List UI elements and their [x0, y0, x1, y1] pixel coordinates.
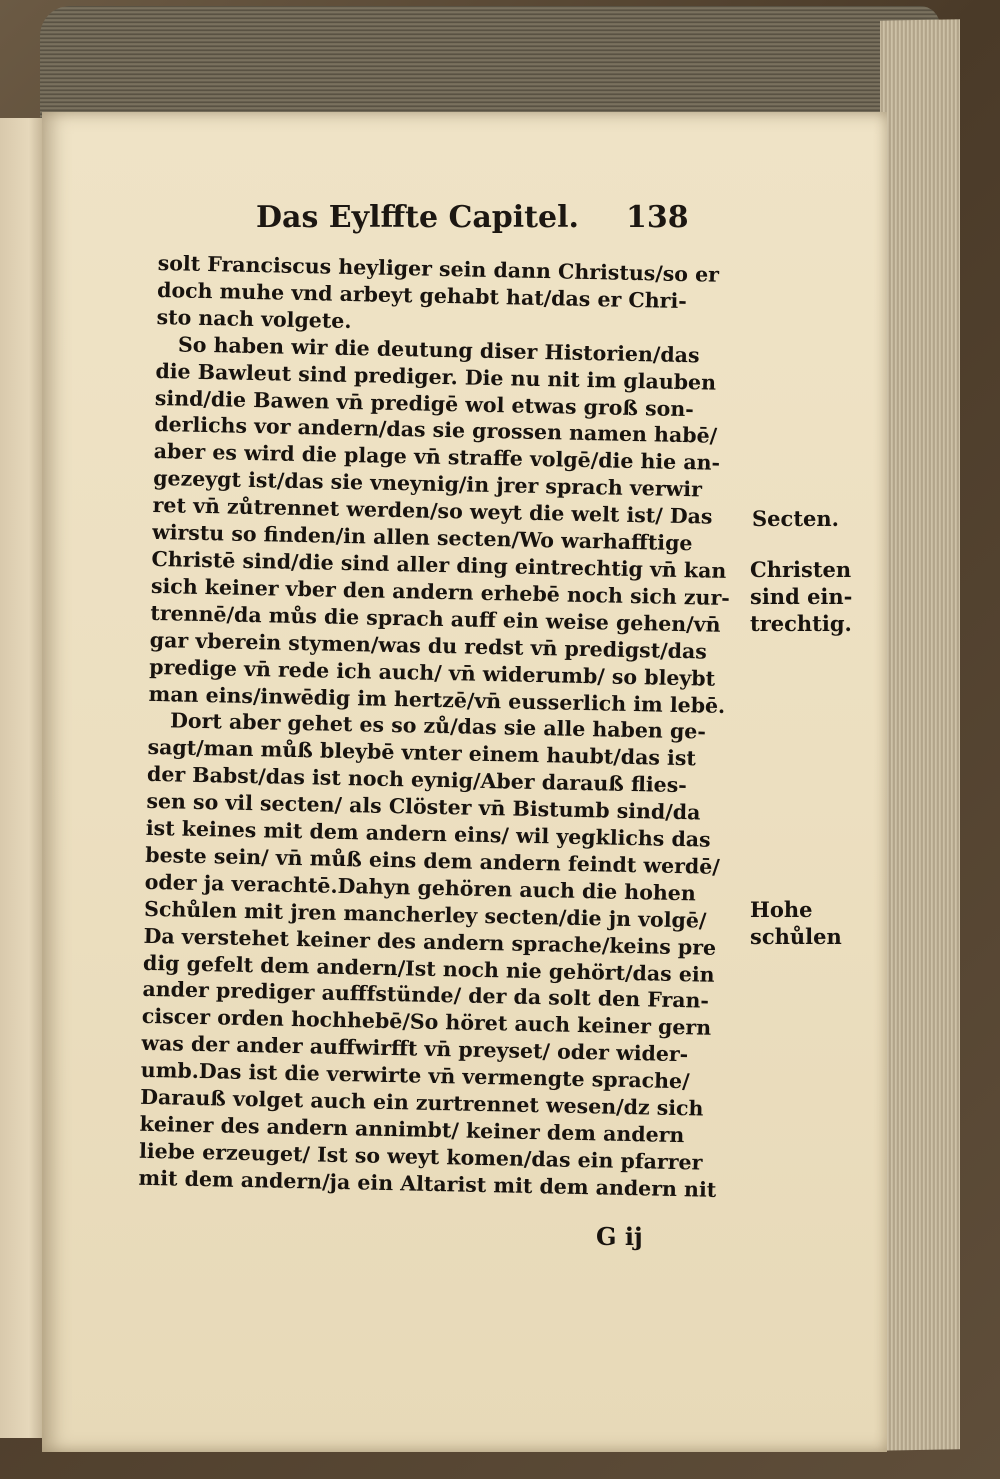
text-line: sen so vil secten/ als Clöster vn̄ Bistumb sind/da	[146, 789, 701, 825]
text-line: der Babst/das ist noch eynig/Aber darauß flies-	[146, 762, 688, 798]
text-line: wirstu so finden/in allen secten/Wo warhafftige	[151, 520, 693, 556]
text-line: sagt/man můß bleybē vnter einem haubt/das ist	[147, 735, 697, 771]
text-line: ret vn̄ zůtrennet werden/so weyt die welt ist/ Das	[152, 493, 713, 529]
margin-note-line: Christen	[750, 557, 852, 582]
text-line: Dort aber gehet es so zů/das sie alle haben ge-	[169, 708, 707, 744]
text-line: dig gefelt dem andern/Ist noch nie gehört/das ein	[142, 950, 715, 987]
margin-note-christen	[750, 556, 852, 637]
signature-mark: G ij	[596, 1222, 643, 1251]
text-line: man eins/inwēdig im hertzē/vn̄ eusserlich im lebē.	[148, 681, 726, 718]
text-line: So haben wir die deutung diser Historien/das	[177, 332, 700, 368]
text-line: gezeygt ist/das sie vneynig/in jrer sprach verwir	[152, 466, 703, 502]
text-line: Schůlen mit jren mancherley secten/die jn volgē/	[143, 896, 707, 933]
text-line: Darauß volget auch ein zurtrennet wesen/dz sich	[140, 1084, 704, 1121]
book-top-edge	[40, 6, 940, 126]
text-line: keiner des andern annimbt/ keiner dem andern	[139, 1111, 685, 1148]
margin-note-secten: Secten.	[752, 506, 839, 531]
text-line: doch muhe vnd arbeyt gehabt hat/das er Chri-	[156, 277, 688, 313]
text-line: trennē/da můs die sprach auff ein weise gehen/vn̄	[150, 600, 721, 637]
text-line: Christē sind/die sind aller ding eintrechtig vn̄ kan	[151, 546, 727, 583]
text-line: solt Franciscus heyliger sein dann Christus/so er	[157, 250, 720, 287]
text-line: ciscer orden hochhebē/So höret auch keiner gern	[141, 1004, 712, 1041]
text-line: derlichs vor andern/das sie grossen namen habē/	[154, 412, 718, 449]
text-line: aber es wird die plage vn̄ straffe volgē/die hie an-	[153, 439, 721, 476]
text-line: sto nach volgete.	[156, 304, 352, 333]
text-line: die Bawleut sind prediger. Die nu nit im glauben	[155, 358, 717, 395]
margin-note-hohe-schulen	[750, 896, 842, 950]
text-line: mit dem andern/ja ein Altarist mit dem andern nit	[138, 1165, 717, 1202]
margin-note-line: Hohe	[750, 897, 813, 922]
running-header	[256, 200, 716, 250]
book-fore-edge	[880, 19, 960, 1450]
text-line: Da verstehet keiner des andern sprache/keins pre	[143, 923, 717, 960]
text-line: beste sein/ vn̄ můß eins dem andern feindt werdē/	[145, 842, 721, 879]
margin-note-line: trechtig.	[750, 611, 852, 636]
text-line: gar vberein stymen/was du redst vn̄ predigst/das	[149, 627, 708, 664]
text-line: was der ander auffwirfft vn̄ preyset/ oder wider-	[141, 1031, 689, 1067]
margin-note-line: sind ein-	[750, 584, 853, 609]
folio-number: 138	[626, 200, 689, 235]
text-line: umb.Das ist die verwirte vn̄ vermengte sprache/	[140, 1058, 690, 1094]
text-line: predige vn̄ rede ich auch/ vn̄ widerumb/ so bleybt	[149, 654, 716, 691]
text-line: liebe erzeuget/ Ist so weyt komen/das ein pfarrer	[138, 1138, 703, 1175]
chapter-title: Das Eylffte Capitel.	[256, 200, 579, 235]
text-line: oder ja verachtē.Dahyn gehören auch die hohen	[144, 869, 697, 906]
margin-note-line: schůlen	[750, 924, 842, 949]
text-line: sind/die Bawen vn̄ predigē wol etwas groß son-	[154, 385, 695, 421]
text-line: ander prediger aufffstünde/ der da solt den Fran-	[142, 977, 710, 1014]
text-line: sich keiner vber den andern erhebē noch sich zur-	[150, 573, 731, 610]
text-block	[138, 250, 748, 1204]
text-line: ist keines mit dem andern eins/ wil yegklichs das	[145, 815, 711, 852]
